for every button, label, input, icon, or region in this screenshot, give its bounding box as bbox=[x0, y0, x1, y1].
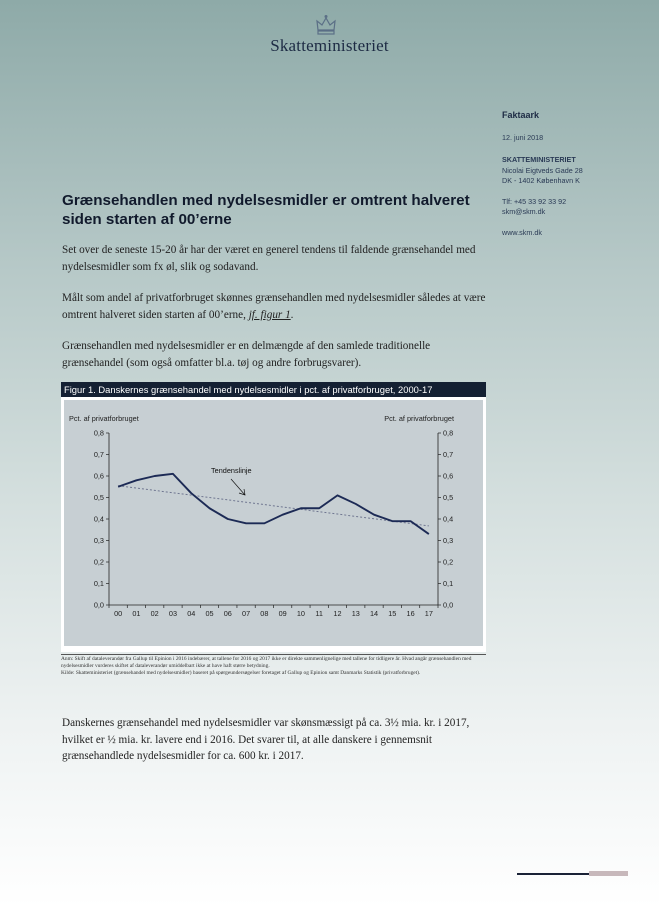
y-tick-label-left: 0,4 bbox=[93, 514, 104, 524]
y-tick-label-right: 0,1 bbox=[443, 579, 454, 588]
doc-type: Faktaark bbox=[502, 110, 540, 120]
doc-date: 12. juni 2018 bbox=[502, 132, 544, 142]
x-tick-label: 05 bbox=[205, 609, 214, 618]
y-tick-label-left: 0,0 bbox=[93, 600, 104, 610]
figure-note: Anm: Skift af dataleverandør fra Gallup til Epinion i 2016 indebærer, at tallene for 2016 og 2017 ikke er direkte sammenlignelige med tallene for tidligere år. Hvad angår grænsehandlen med nydelsesmidler vurderes skiftet af dataleverandør umiddelbart ikke at have haft større betydning. bbox=[61, 656, 472, 670]
y-tick-label-left: 0,3 bbox=[93, 536, 104, 545]
paragraph-2 bbox=[62, 290, 492, 323]
paragraph-3: Grænsehandlen med nydelsesmidler er en delmængde af den samlede traditionelle grænsehandel (som også omfatter bl.a. tøj og andre forbrugsvarer). bbox=[62, 340, 431, 369]
website-link[interactable]: www.skm.dk bbox=[502, 227, 542, 237]
x-tick-label: 13 bbox=[351, 609, 360, 618]
figure-reference-link[interactable]: jf. figur 1 bbox=[248, 308, 291, 321]
phone: Tlf: +45 33 92 33 92 bbox=[502, 196, 567, 206]
page-title: Grænsehandlen med nydelsesmidler er omtrent halveret siden starten af 00’erne bbox=[62, 192, 470, 228]
x-tick-label: 16 bbox=[406, 609, 415, 618]
y-tick-label-right: 0,7 bbox=[443, 450, 454, 459]
y-tick-label-left: 0,2 bbox=[93, 557, 104, 567]
sidebar bbox=[502, 110, 652, 238]
y-tick-label-right: 0,2 bbox=[443, 557, 454, 567]
x-tick-label: 07 bbox=[242, 609, 251, 618]
y-axis-title-right: Pct. af privatforbruget bbox=[384, 414, 454, 423]
x-tick-label: 17 bbox=[424, 609, 433, 618]
paragraph-1: Set over de seneste 15-20 år har der været en generel tendens til faldende grænsehandel med nydelsesmidler som fx øl, slik og sodavand. bbox=[62, 244, 476, 273]
figure-source: Kilde: Skatteministeriet (grænsehandel med nydelsesmidler) baseret på spørgeundersøgelser foretaget af Gallup og Epinion samt Danmarks Statistik (privatforbruget). bbox=[61, 670, 421, 677]
x-tick-label: 09 bbox=[278, 609, 287, 618]
x-tick-label: 03 bbox=[168, 609, 178, 618]
figure-notes bbox=[61, 654, 486, 678]
x-tick-label: 00 bbox=[114, 609, 123, 618]
org-name: SKATTEMINISTERIET bbox=[502, 155, 576, 164]
plot-background bbox=[64, 400, 483, 646]
x-tick-label: 15 bbox=[388, 609, 397, 618]
crown-logo-icon bbox=[314, 14, 338, 36]
y-tick-label-right: 0,8 bbox=[443, 428, 454, 438]
footer-bar-dark bbox=[517, 873, 589, 875]
y-tick-label-left: 0,6 bbox=[93, 471, 104, 481]
x-tick-label: 04 bbox=[187, 609, 196, 618]
y-tick-label-left: 0,7 bbox=[93, 450, 104, 459]
address-line2: DK - 1402 København K bbox=[502, 176, 580, 185]
y-tick-label-right: 0,0 bbox=[443, 600, 454, 610]
y-tick-label-right: 0,3 bbox=[443, 536, 454, 545]
annotation-label: Tendenslinje bbox=[211, 466, 252, 475]
figure-panel bbox=[61, 397, 486, 652]
line-chart bbox=[61, 397, 486, 652]
x-tick-label: 08 bbox=[260, 609, 269, 618]
y-tick-label-right: 0,6 bbox=[443, 471, 454, 481]
x-tick-label: 11 bbox=[315, 609, 323, 618]
x-tick-label: 01 bbox=[132, 609, 141, 618]
ministry-name: Skatteministeriet bbox=[270, 36, 389, 55]
y-axis-title-left: Pct. af privatforbruget bbox=[69, 414, 139, 423]
x-tick-label: 06 bbox=[223, 609, 232, 618]
y-tick-label-left: 0,8 bbox=[93, 428, 104, 438]
y-tick-label-left: 0,5 bbox=[93, 493, 104, 502]
footer-bar-light bbox=[589, 871, 628, 876]
x-tick-label: 12 bbox=[333, 609, 342, 618]
email-link[interactable]: skm@skm.dk bbox=[502, 207, 546, 216]
y-tick-label-right: 0,5 bbox=[443, 493, 454, 502]
address-line1: Nicolai Eigtveds Gade 28 bbox=[502, 165, 583, 175]
figure-header: Figur 1. Danskernes grænsehandel med nydelsesmidler i pct. af privatforbruget, 2000-17 bbox=[61, 382, 486, 397]
x-tick-label: 02 bbox=[150, 609, 159, 618]
y-tick-label-left: 0,1 bbox=[93, 579, 104, 588]
paragraph-2-end: . bbox=[290, 308, 294, 321]
paragraph-2-text: Målt som andel af privatforbruget skønnes grænsehandlen med nydelsesmidler således at være omtrent halveret siden starten af 00’erne, bbox=[62, 292, 486, 321]
paragraph-4: Danskernes grænsehandel med nydelsesmidler var skønsmæssigt på ca. 3½ mia. kr. i 2017, hvilket er ½ mia. kr. lavere end i 2016. Det svarer til, at alle danskere i gennemsnit grænsehandlede nydelsesmidler for ca. 600 kr. i 2017. bbox=[62, 717, 470, 762]
x-tick-label: 10 bbox=[296, 609, 305, 618]
y-tick-label-right: 0,4 bbox=[443, 514, 454, 524]
x-tick-label: 14 bbox=[369, 609, 379, 618]
